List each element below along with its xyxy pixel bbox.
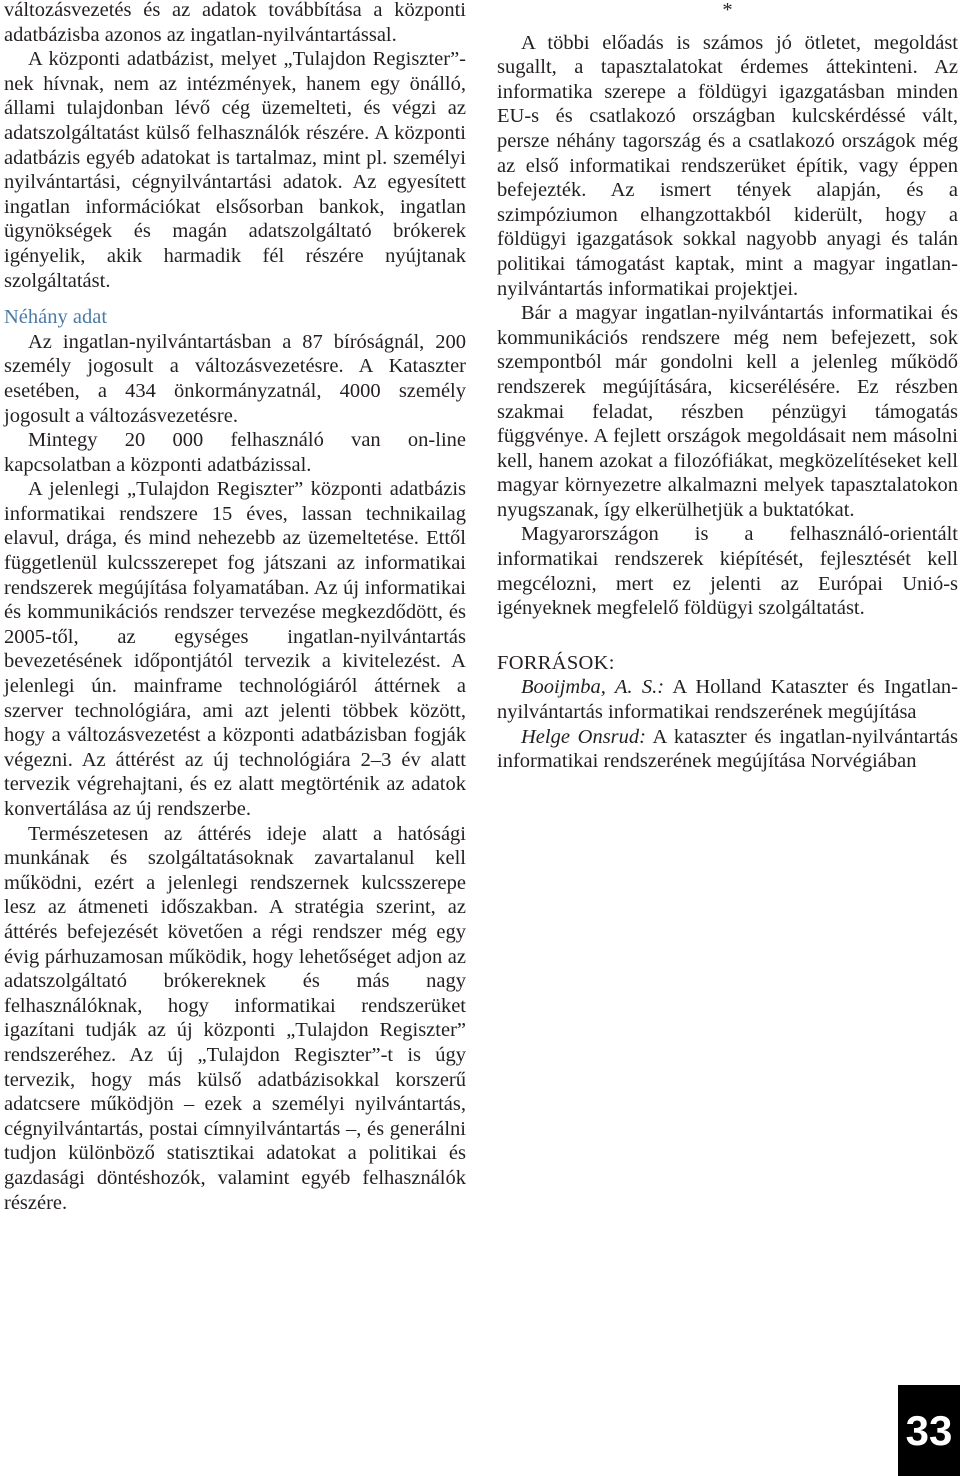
source-author: Booijmba, A. S.: xyxy=(521,676,665,699)
paragraph-data-2: Mintegy 20 000 felhasználó van on-line kapcsolatban a központi adatbázissal. xyxy=(4,429,466,476)
source-item xyxy=(497,675,958,724)
section-separator: * xyxy=(722,0,733,21)
paragraph-intro: változásvezetés és az adatok továbbítása a központi adatbázisba azonos az ingatlan-nyilvántartással. xyxy=(4,0,466,46)
section-heading-data: Néhány adat xyxy=(4,306,108,329)
paragraph-summary-2: Bár a magyar ingatlan-nyilvántartás informatikai és kommunikációs rendszere még nem befejezett, sok szempontból már gondolni kell a jelenleg működő rendszerek megújítására, kicserélésére. Ez részben szakmai feladat, részben pénzügyi támogatás függvénye. A fejlett országok megoldásait nem másolni kell, hanem azokat a filozófiákat, megközelítéseket kell magyar környezetre alkalmazni melyek tapasztalatokon nyugszanak, így elkerülhetjük a buktatókat. xyxy=(497,302,958,521)
left-column xyxy=(4,0,466,1215)
source-item xyxy=(497,725,958,774)
paragraph-data-1: Az ingatlan-nyilvántartásban a 87 bíróságnál, 200 személy jogosult a változásvezetésre. A Kataszter esetében, a 434 önkormányzatnál, 4000 személy jogosult a változásvezetésre. xyxy=(4,330,466,427)
paragraph-summary-3: Magyarországon is a felhasználó-orientált informatikai rendszerek kiépítését, fejlesztését kell megcélozni, mert ez jelenti az Európai Unió-s igényeknek megfelelő földügyi szolgáltatást. xyxy=(497,523,958,620)
paragraph-data-3: A jelenlegi „Tulajdon Regiszter” központi adatbázis informatikai rendszere 15 éves, lassan technikailag elavul, drága, és mind nehezebb az üzemeltetése. Ettől függetlenül kulcsszerepet fog játszani az informatikai rendszerek megújítása folyamatában. Az új informatikai és kommunikációs rendszer tervezése megkezdődött, és 2005-től, az egységes ingatlan-nyilvántartás bevezetésének időpontjától tervezik a kivitelezést. A jelenlegi ún. mainframe technológiáról áttérnek a szerver technológiára, ami azt jelenti többek között, hogy a változásvezetést a központi adatbázisban fogják végezni. Az áttérést az új technológiára 2–3 év alatt tervezik végrehajtani, és ez alatt megtörténik az adatok konvertálása az új rendszerbe. xyxy=(4,478,466,820)
paragraph-data-4: Természetesen az áttérés ideje alatt a hatósági munkának és szolgáltatásoknak zavartalanul kell működni, ezért a jelenlegi rendszernek kulcsszerepe lesz az átmeneti időszakban. A stratégia szerint, az áttérés befejezését követően a régi rendszer még egy évig párhuzamosan működik, hogy lehetőséget adjon az adatszolgáltató brókereknek és más nagy felhasználóknak, hogy informatikai rendszerüket igazítani tudják az új központi „Tulajdon Regiszter” rendszeréhez. Az új „Tulajdon Regiszter”-t is úgy tervezik, hogy más külső adatbázisokkal korszerű adatcsere működjön – ezek a személyi nyilvántartás, cégnyilvántartás, postai címnyilvántartás –, és generálni tudjon különböző statisztikai adatokat a politikai és gazdasági döntéshozók, valamint egyéb felhasználók részére. xyxy=(4,822,466,1214)
right-column xyxy=(497,0,958,774)
paragraph-tulajdon-regiszter: A központi adatbázist, melyet „Tulajdon Regiszter”-nek hívnak, nem az intézmények, hanem egy önálló, állami tulajdonban lévő cég üzemelteti, és végzi az adatszolgáltatást külső felhasználók részére. A központi adatbázis egyéb adatokat is tartalmaz, mint pl. személyi nyilvántartási, cégnyilvántartási adatok. Az egyesített ingatlan információkat elsősorban bankok, ingatlan ügynökségek és magán adatszolgáltató brókerek igényelik, akik harmadik fél részére nyújtanak szolgáltatást. xyxy=(4,48,466,292)
sources-heading: FORRÁSOK: xyxy=(497,651,615,674)
page-number: 33 xyxy=(898,1385,960,1476)
paragraph-summary-1: A többi előadás is számos jó ötletet, megoldást sugallt, a tapasztalatokat érdemes áttekinteni. Az informatika szerepe a földügyi igazgatásban minden EU-s és csatlakozó országban kulcskérdéssé vált, persze néhány tagország és a csatlakozó országok még az első informatikai rendszerüket építik, vagy éppen befejezték. Az ismert tények alapján, és a szimpóziumon elhangzottakból kiderült, hogy a földügyi igazgatások sokkal nagyobb anyagi és talán politikai támogatást kaptak, mint a magyar ingatlan-nyilvántartás informatikai projektjei. xyxy=(497,31,958,300)
source-author: Helge Onsrud: xyxy=(521,725,646,748)
source-title: A Holland Kataszter és Ingatlan-nyilvántartás informatikai rendszerének megújítása xyxy=(497,676,958,724)
source-title: A kataszter és ingatlan-nyilvántartás informatikai rendszerének megújítása Norvégiában xyxy=(497,725,958,773)
